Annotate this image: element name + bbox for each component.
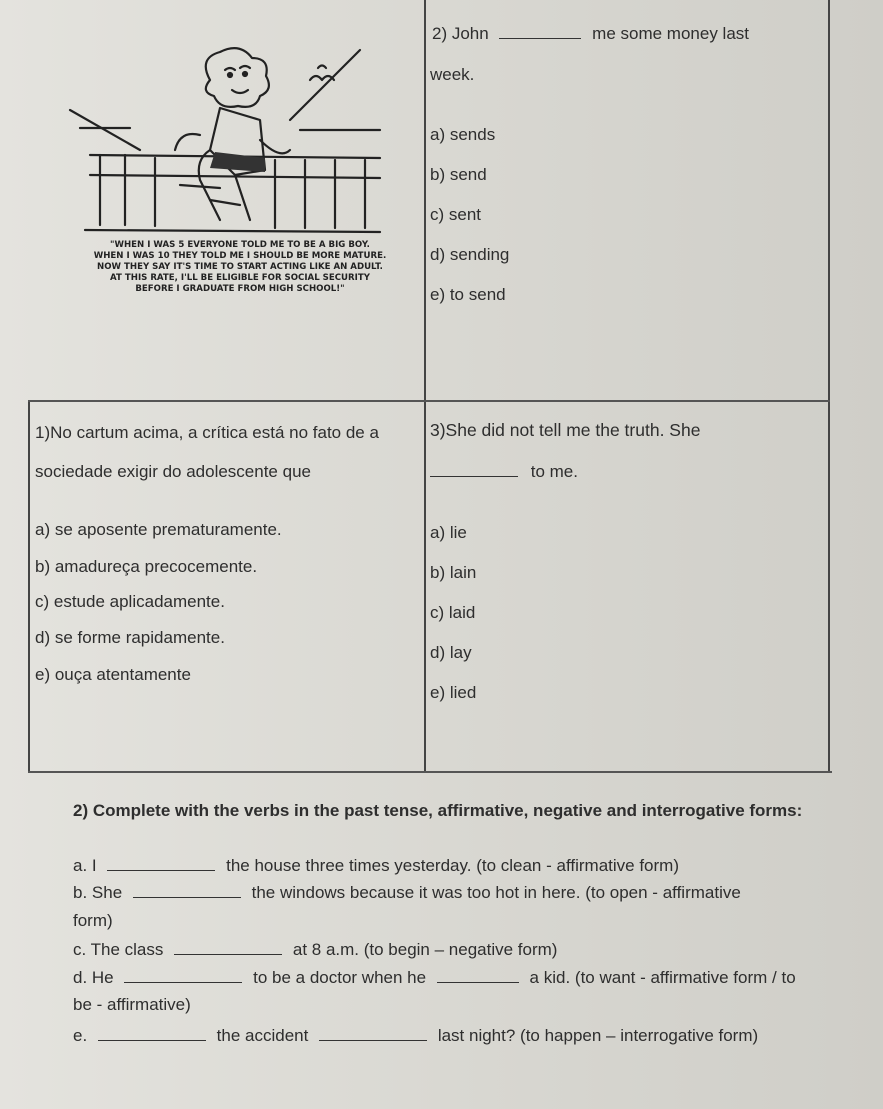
- caption-line: BEFORE I GRADUATE FROM HIGH SCHOOL!": [135, 284, 345, 294]
- cartoon-caption: [70, 240, 410, 295]
- q-john-stem-a: 2) John: [432, 24, 489, 43]
- answer-blank[interactable]: [174, 940, 282, 955]
- exercise-e-text: last night? (to happen – interrogative form): [437, 1026, 759, 1045]
- q1-option-c[interactable]: c) estude aplicadamente.: [35, 592, 225, 611]
- q1-option-d[interactable]: d) se forme rapidamente.: [35, 628, 225, 647]
- table-bottom-border: [28, 771, 832, 773]
- q3-stem-line1: 3)She did not tell me the truth. She: [430, 420, 701, 440]
- exercise-b-continued: form): [73, 911, 113, 930]
- q-john-option-b[interactable]: b) send: [430, 165, 487, 184]
- exercise-a: [73, 856, 679, 876]
- exercise-d-middle: to be a doctor when he: [253, 968, 427, 987]
- cartoon-illustration: [60, 40, 400, 250]
- caption-line: "WHEN I WAS 5 EVERYONE TOLD ME TO BE A BIG BOY.: [110, 240, 370, 250]
- q1-option-a[interactable]: a) se aposente prematuramente.: [35, 520, 282, 539]
- exercise-b-text: the windows because it was too hot in here. (to open - affirmative: [251, 883, 741, 902]
- q-john-stem-continued: week.: [430, 65, 475, 84]
- exercise-e: [73, 1026, 758, 1046]
- q-john-option-e[interactable]: e) to send: [430, 285, 506, 304]
- q3-stem-end: to me.: [530, 462, 578, 481]
- q-john-stem: [432, 24, 749, 44]
- exercise-d-prefix: d. He: [73, 968, 114, 987]
- table-middle-divider: [424, 0, 426, 773]
- exercise-d: [73, 968, 796, 988]
- table-row-divider: [28, 400, 830, 402]
- exercise-b: [73, 883, 741, 903]
- table-left-border: [28, 400, 30, 773]
- answer-blank[interactable]: [319, 1026, 427, 1041]
- q1-stem-line2: sociedade exigir do adolescente que: [35, 462, 311, 481]
- exercise-a-prefix: a. I: [73, 856, 97, 875]
- answer-blank[interactable]: [98, 1026, 206, 1041]
- q3-option-b[interactable]: b) lain: [430, 563, 477, 582]
- exercise-c: [73, 940, 557, 960]
- q-john-option-a[interactable]: a) sends: [430, 125, 496, 144]
- caption-line: WHEN I WAS 10 THEY TOLD ME I SHOULD BE MORE MATURE.: [93, 251, 387, 261]
- q3-option-a[interactable]: a) lie: [430, 523, 467, 542]
- caption-line: NOW THEY SAY IT'S TIME TO START ACTING LIKE AN ADULT.: [97, 262, 383, 272]
- exercise-e-middle: the accident: [216, 1026, 309, 1045]
- exercise-d-text: a kid. (to want - affirmative form / to: [529, 968, 796, 987]
- q1-option-b[interactable]: b) amadureça precocemente.: [35, 557, 258, 576]
- answer-blank[interactable]: [107, 856, 215, 871]
- answer-blank[interactable]: [430, 462, 518, 477]
- exercise-d-continued: be - affirmative): [73, 995, 191, 1014]
- q3-stem-line2: [430, 462, 578, 482]
- q3-option-c[interactable]: c) laid: [430, 603, 476, 622]
- q1-stem-line1: 1)No cartum acima, a crítica está no fato de a: [35, 423, 379, 442]
- q1-option-e[interactable]: e) ouça atentamente: [35, 665, 191, 684]
- exercise-c-text: at 8 a.m. (to begin – negative form): [292, 940, 558, 959]
- q-john-option-d[interactable]: d) sending: [430, 245, 510, 264]
- table-right-border: [828, 0, 830, 773]
- answer-blank[interactable]: [499, 24, 581, 39]
- exercise-c-prefix: c. The class: [73, 940, 164, 959]
- q3-option-e[interactable]: e) lied: [430, 683, 477, 702]
- q3-option-d[interactable]: d) lay: [430, 643, 472, 662]
- q-john-option-c[interactable]: c) sent: [430, 205, 482, 224]
- exercise-b-prefix: b. She: [73, 883, 123, 902]
- exercise-e-prefix: e.: [73, 1026, 88, 1045]
- answer-blank[interactable]: [437, 968, 519, 983]
- answer-blank[interactable]: [133, 883, 241, 898]
- section2-heading: 2) Complete with the verbs in the past tense, affirmative, negative and interrogative forms:: [73, 801, 803, 820]
- q-john-stem-b: me some money last: [592, 24, 750, 43]
- answer-blank[interactable]: [124, 968, 242, 983]
- caption-line: AT THIS RATE, I'LL BE ELIGIBLE FOR SOCIAL SECURITY: [110, 273, 370, 283]
- exercise-a-text: the house three times yesterday. (to clean - affirmative form): [226, 856, 679, 875]
